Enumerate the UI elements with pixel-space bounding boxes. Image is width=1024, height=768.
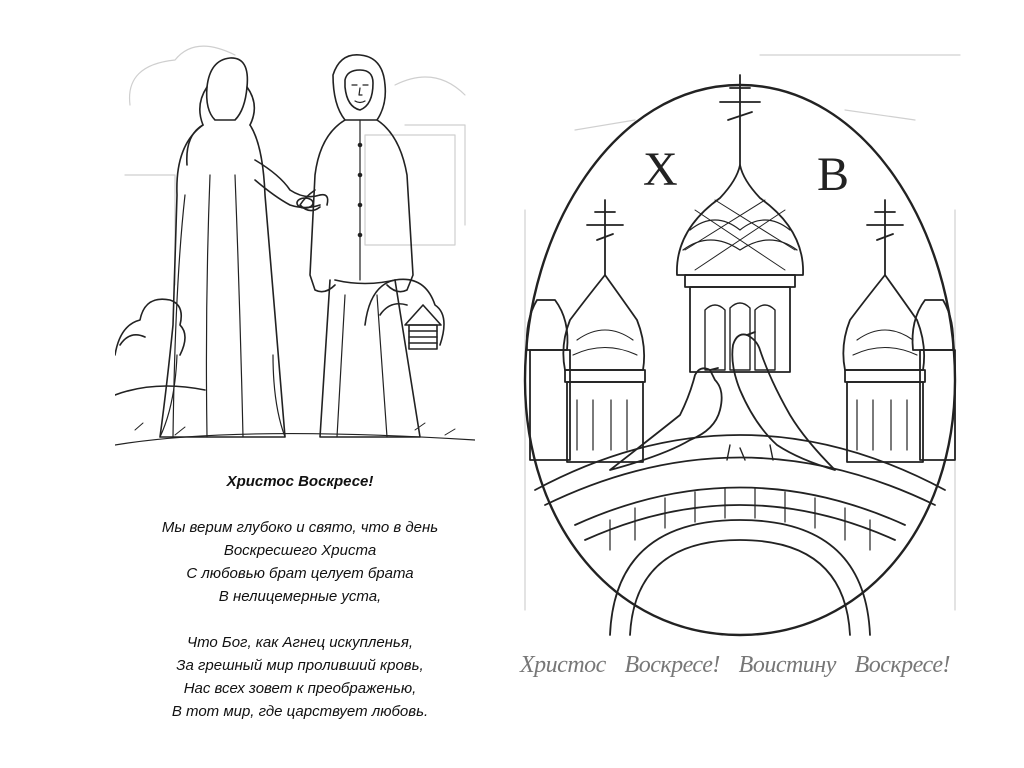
monogram-right: В bbox=[817, 148, 850, 201]
poem-title: Христос Воскресе! bbox=[226, 473, 374, 490]
poem-line: Нас всех зовет к преображенью, bbox=[183, 680, 417, 697]
poem-line: Мы верим глубоко и свято, что в день bbox=[161, 519, 439, 536]
easter-egg-church-illustration bbox=[515, 50, 965, 650]
caption-word: Воскресе! bbox=[854, 652, 950, 678]
poem-line: Воскресшего Христа bbox=[223, 542, 377, 559]
central-cross-icon bbox=[720, 75, 760, 165]
easter-caption bbox=[520, 652, 950, 679]
small-house-icon bbox=[405, 305, 441, 349]
caption-word: Воистину bbox=[738, 652, 836, 678]
poem bbox=[120, 470, 480, 746]
poem-stanza-2 bbox=[120, 631, 480, 723]
two-women-illustration bbox=[115, 25, 475, 450]
poem-line: В тот мир, где царствует любовь. bbox=[171, 703, 429, 720]
roof-and-arches bbox=[535, 435, 945, 635]
central-dome bbox=[677, 165, 803, 372]
poem-line: За грешный мир проливший кровь, bbox=[176, 657, 424, 674]
woman-right-figure bbox=[297, 55, 420, 437]
poem-line: Что Бог, как Агнец искупленья, bbox=[187, 634, 413, 651]
poem-line: С любовью брат целует брата bbox=[186, 565, 414, 582]
caption-word: Христос bbox=[520, 652, 606, 678]
poem-stanza-1 bbox=[120, 516, 480, 608]
far-left-dome bbox=[527, 300, 568, 350]
poem-line: В нелицемерные уста, bbox=[218, 588, 382, 605]
caption-word: Воскресе! bbox=[624, 652, 720, 678]
woman-left-figure bbox=[160, 58, 328, 437]
left-dome bbox=[563, 200, 645, 462]
monogram-left: Х bbox=[643, 143, 678, 196]
